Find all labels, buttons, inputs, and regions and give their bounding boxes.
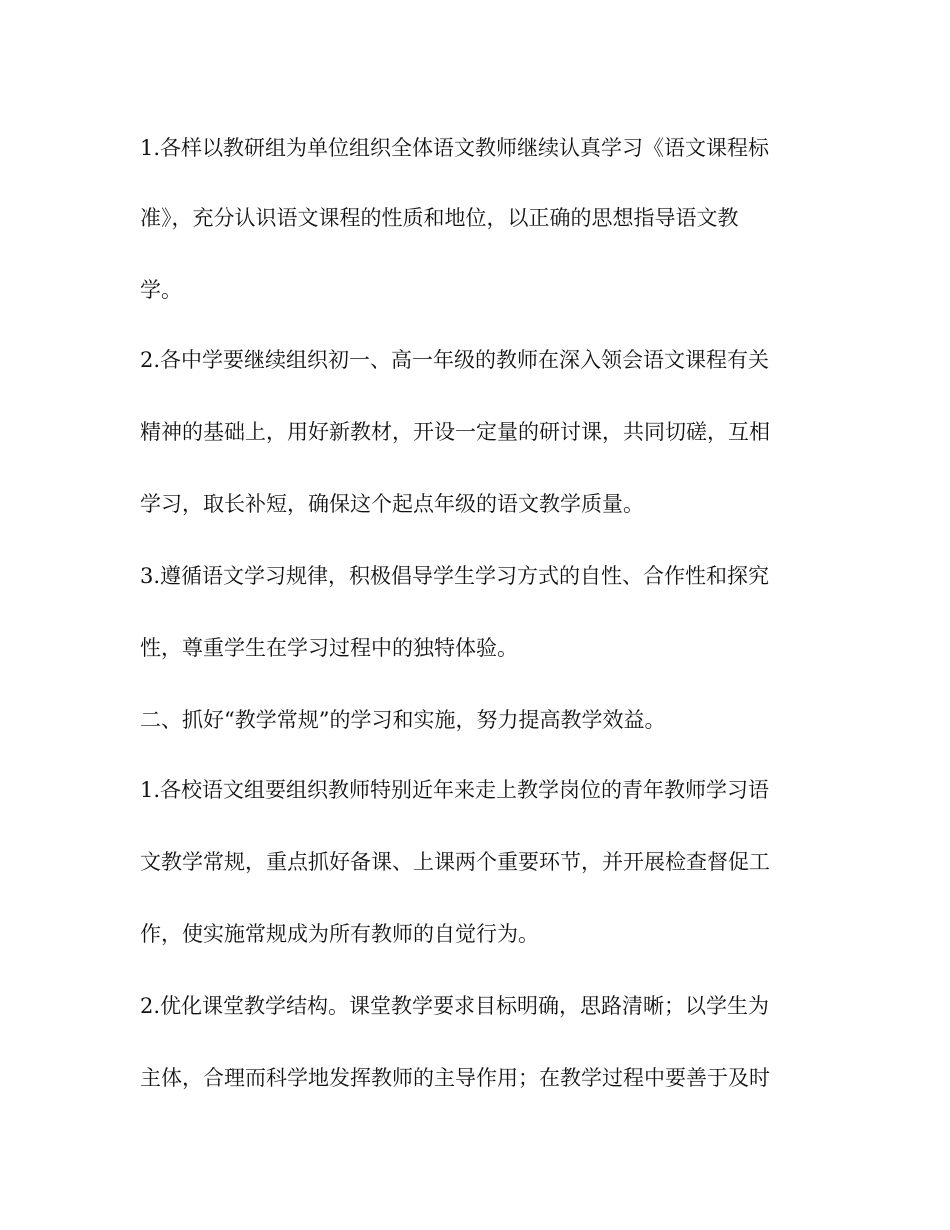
paragraph-4-line-3: 作，使实施常规成为所有教师的自觉行为。 <box>140 922 539 946</box>
section-heading: 二、抓好“教学常规”的学习和实施，努力提高教学效益。 <box>140 708 666 732</box>
paragraph-5-line-2: 主体，合理而科学地发挥教师的主导作用；在教学过程中要善于及时 <box>140 1066 770 1090</box>
paragraph-4-line-1: 1.各校语文组要组织教师特别近年来走上教学岗位的青年教师学习语 <box>140 778 770 802</box>
paragraph-1-line-2: 准》，充分认识语文课程的性质和地位，以正确的思想指导语文教 <box>140 206 739 230</box>
paragraph-3-line-1: 3.遵循语文学习规律，积极倡导学生学习方式的自性、合作性和探究 <box>140 564 770 588</box>
paragraph-1-line-1: 1.各样以教研组为单位组织全体语文教师继续认真学习《语文课程标 <box>140 136 770 160</box>
paragraph-2-line-3: 学习，取长补短，确保这个起点年级的语文教学质量。 <box>140 492 644 516</box>
paragraph-3-line-2: 性，尊重学生在学习过程中的独特体验。 <box>140 636 518 660</box>
paragraph-4-line-2: 文教学常规，重点抓好备课、上课两个重要环节，并开展检查督促工 <box>140 850 770 874</box>
paragraph-2-line-2: 精神的基础上，用好新教材，开设一定量的研讨课，共同切磋，互相 <box>140 420 770 444</box>
paragraph-2-line-1: 2.各中学要继续组织初一、高一年级的教师在深入领会语文课程有关 <box>140 348 770 372</box>
paragraph-5-line-1: 2.优化课堂教学结构。课堂教学要求目标明确，思路清晰；以学生为 <box>140 994 770 1018</box>
paragraph-1-line-3: 学。 <box>140 278 182 302</box>
